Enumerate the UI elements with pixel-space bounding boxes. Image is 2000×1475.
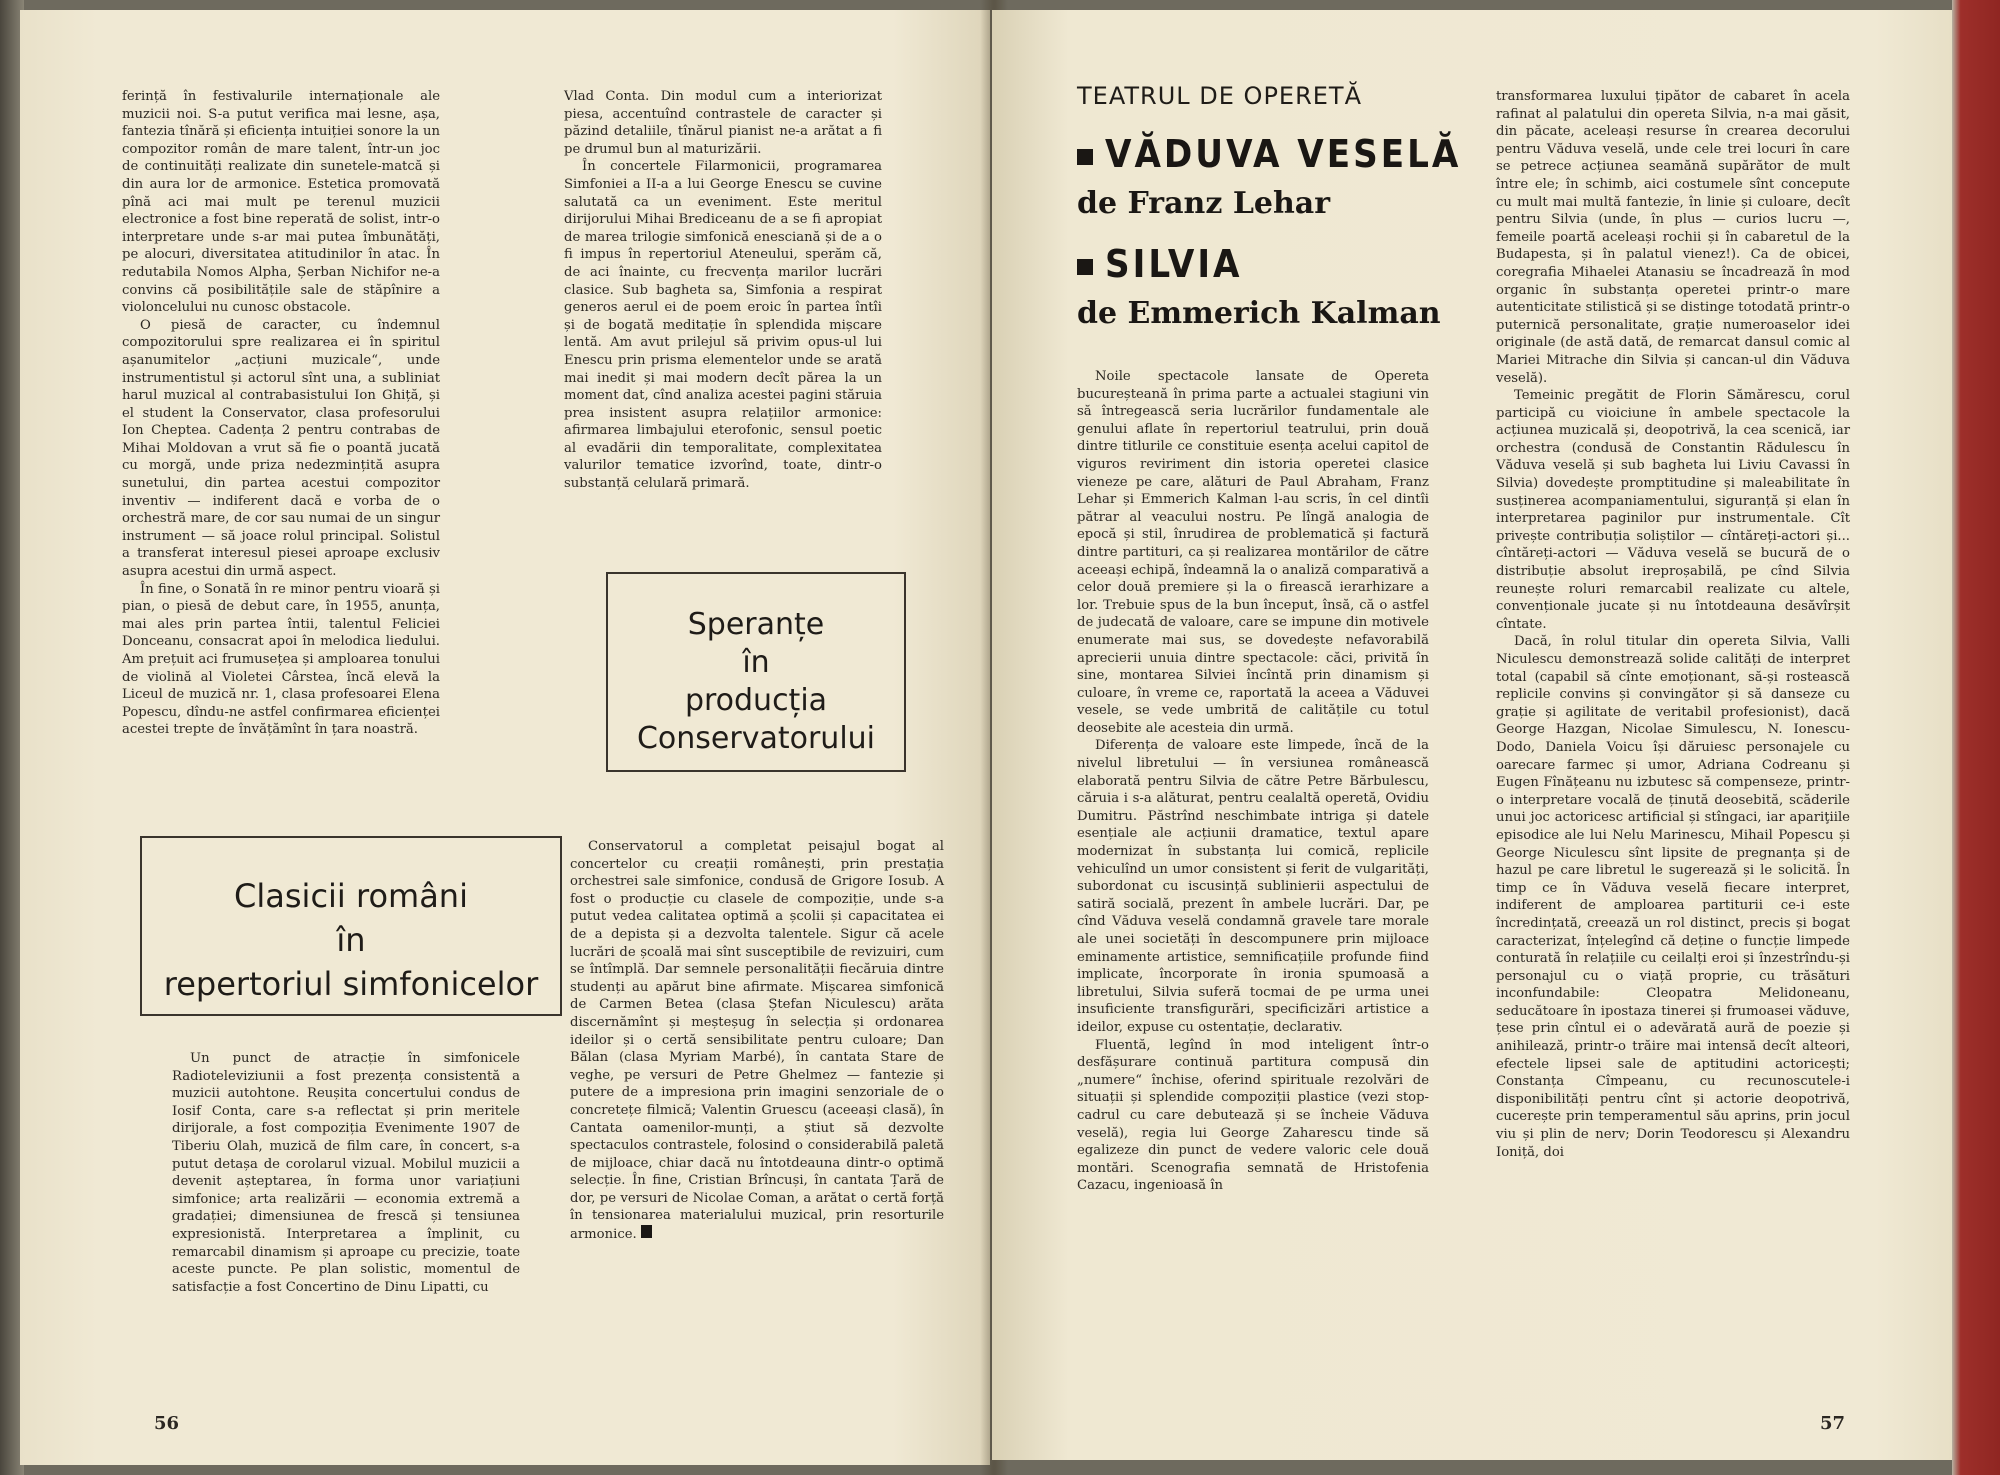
subheadline-kalman: de Emmerich Kalman [1077, 296, 1441, 331]
left-page [20, 10, 990, 1465]
paragraph: transformarea luxului țipător de cabaret în acela rafinat al palatului din opereta Silvia, n-a mai găsit, din păcate, aceleași resurse în crearea decorului pentru Văduva veselă, unde cele trei locuri în care se petrece acțiunea seamănă supărător de mult între ele; în schimb, aici costumele sînt concepute cu mult mai multă fantezie, în linie și culoare, decît pentru Silvia (unde, în plus — curios lucru —, femeile poartă aceleași rochii și în cabaretul de la Budapesta, și în palatul vienez!). Ca de obicei, coregrafia Mihaelei Atanasiu se încadrează în mod organic în substanța operetei printr-o mare autenticitate stilistică și se distinge totodată printr-o puternică personalitate, grație numeroaselor idei originale (de astă dată, de remarcat dansul comic al Mariei Mitrache din Silvia și cancan-ul din Văduva veselă). [1496, 89, 1850, 386]
right-page [992, 10, 1952, 1460]
box-title-line: repertoriul simfonicelor [163, 965, 539, 1003]
paragraph: Noile spectacole lansate de Opereta bucureșteană în prima parte a actualei stagiuni vin să întregească seria lucrărilor fundamentale ale genului aflate în repertoriul teatrului, prin două dintre titlurile ce constituie esența acelui capitol de viguros reviriment din istoria operetei clasice vieneze pe care, alături de Paul Abraham, Franz Lehar și Emmerich Kalman l-au scris, în cel dintîi pătrar al veacului nostru. Pe lîngă analogia de epocă și stil, înrudirea de problematică și factură dintre partituri, ca și realizarea montărilor de către aceeași echipă, îndeamnă la o analiză comparativă a celor două premiere și la o firească ierarhizare a lor. Trebuie spus de la bun început, însă, că o astfel de judecată de valoare, care se impune din motivele enumerate mai sus, se dovedește nefavorabilă aprecierii unuia dintre spectacole: căci, privită în sine, montarea Silviei încîntă prin dinamism și culoare, în vreme ce, raportată la aceea a Văduvei vesele, se vede umbrită de calitățile cu totul deosebite ale acesteia din urmă. [1077, 369, 1429, 736]
box-title-line: Clasicii români [234, 877, 468, 915]
section-title: TEATRUL DE OPERETĂ [1077, 82, 1362, 110]
paragraph: Dacă, în rolul titular din opereta Silvia, Valli Niculescu demonstrează solide calități de interpret total (capabil să cînte emoționant, să-și rostească replicile convins și convingător și să danseze cu grație și agilitate de veritabil profesionist), dacă George Hazgan, Nicolae Simulescu, N. Ionescu-Dodo, Daniela Voicu își dăruiesc personajele cu oarecare farmec și umor, Adriana Codreanu și Eugen Fînățeanu nu izbutesc să compenseze, printr-o interpretare vocală de ținută deosebită, scăderile unui joc actoricesc artificial și stîngaci, iar apariţiile episodice ale lui Nelu Marinescu, Mihail Popescu și George Niculescu sînt lipsite de pregnanța și de hazul pe care libretul le sugerează și le solicită. În timp ce în Văduva veselă fiecare interpret, indiferent de amploarea partiturii ce-i este încredințată, creează un rol distinct, precis și bogat caracterizat, înțelegînd că deține o funcție limpede conturată în relațiile cu ceilalți eroi și înzestrîndu-și personajul cu o viață proprie, cu trăsături inconfundabile: Cleopatra Melidoneanu, seducătoare în ipostaza tinerei și frumoasei văduve, țese prin cîntul ei o adevărată aură de poezie și anihilează, printr-o trăire mai intensă decît alteori, efectele lipsei sale de aptitudini actoricești; Constanța Cîmpeanu, cu recunoscutele-i disponibilități pentru cînt și actorie deopotrivă, cucerește prin temperamentul său aprins, prin jocul viu și plin de nerv; Dorin Teodorescu și Alexandru Ioniță, doi [1496, 634, 1850, 1160]
headline-text: VĂDUVA VESELĂ [1105, 132, 1462, 176]
box-title-line: în [336, 921, 366, 959]
box-title-line: Speranțe [687, 607, 825, 642]
book-cover-edge [1952, 0, 2000, 1475]
page-number: 56 [154, 1413, 180, 1434]
article-title-box-conservator [606, 572, 906, 772]
right-column-1 [1077, 368, 1429, 1195]
paragraph: În fine, o Sonată în re minor pentru vioară și pian, o piesă de debut care, în 1955, anunța, mai ales prin partea întii, talentul Feliciei Donceanu, consacrat apoi în melodica liedului. Am prețuit aci frumusețea și amploarea tonului de violină al Violetei Cârstea, încă elevă la Liceul de muzică nr. 1, clasa profesoarei Elena Popescu, dîndu-ne astfel confirmarea eficienței acestei trepte de învățămînt în țara noastră. [122, 581, 440, 738]
box-title-line: în [742, 645, 770, 680]
bullet-square-icon [1077, 149, 1093, 165]
box-title-line: Conservatorului [636, 721, 876, 756]
paragraph: Un punct de atracție în simfonicele Radioteleviziunii a fost prezența consistentă a muzicii autohtone. Reușita concertului condus de Iosif Conta, care s-a reflectat și prin meritele dirijorale, a fost compoziția Evenimente 1907 de Tiberiu Olah, muzică de film care, în concert, s-a putut detașa de corolarul vizual. Mobilul muzicii a devenit așteptarea, în forma unor variațiuni simfonice; arta realizării — economia extremă a gradației; dimensiunea de frescă și tensiunea expresionistă. Interpretarea a împlinit, cu remarcabil dinamism și aproape cu precizie, toate aceste puncte. Pe plan solistic, momentul de satisfacție a fost Concertino de Dinu Lipatti, cu [172, 1051, 520, 1295]
paragraph: În concertele Filarmonicii, programarea Simfoniei a II-a a lui George Enescu se cuvine salutată ca un eveniment. Este meritul dirijorului Mihai Brediceanu de a se fi apropiat de marea trilogie simfonică enesciană și de a o fi impus în repertoriul Ateneului, sperăm că, de aci înainte, cu frecvența marilor lucrări clasice. Sub bagheta sa, Simfonia a respirat generos aerul ei de poem eroic în partea întîi și de bogată meditație în splendida mișcare lentă. Am avut prilejul să privim opus-ul lui Enescu prin prisma elementelor unde se arată mai inedit și mai modern decît părea la un moment dat, cînd analiza acestei pagini stăruia prea insistent asupra relațiilor armonice: afirmarea limbajului eterofonic, sensul poetic al evadării din temporalitate, complexitatea valurilor tematice izvorînd, toate, dintr-o substanță celulară primară. [564, 159, 882, 492]
paragraph-text: Conservatorul a completat peisajul bogat al concertelor cu creații românești, prin prestația orchestrei sale simfonice, condusă de Grigore Iosub. A fost o producție cu clasele de compoziție, unde s-a putut vedea calitatea optimă a școlii și capacitatea ei de a depista și a dezvolta talentele. Sigur că acele lucrări de școală mai sînt susceptibile de revizuiri, cum se întîmplă. Dar semnele personalității fiecăruia dintre studenți au apărut bine afirmate. Mișcarea simfonică de Carmen Betea (clasa Ștefan Niculescu) arăta discernămînt și meșteșug în selecția și ordonarea ideilor și o certă sensibilitate pentru culoare; Dan Bălan (clasa Myriam Marbé), în cantata Stare de veghe, pe versuri de Petre Ghelmez — fantezie și putere de a impresiona prin imagini senzoriale de o concretețe filmică; Valentin Gruescu (aceeași clasă), în Cantata oamenilor-munți, a știut să dezvolte spectaculos contrastele, folosind o considerabilă paletă de mijloace, chiar dacă nu întotdeauna dintr-o optimă selecție. În fine, Cristian Brîncuși, în cantata Țară de dor, pe versuri de Nicolae Coman, a arătat o certă forță în tensionarea materialului muzical, prin resorturile armonice. [570, 839, 944, 1243]
end-mark-icon [641, 1225, 652, 1238]
headline-silvia [1077, 242, 1243, 286]
headline-vaduva [1077, 132, 1461, 176]
left-column-2-top [564, 88, 882, 493]
left-column-2-bottom [570, 838, 944, 1244]
paragraph: Fluentă, legînd în mod inteligent într-o desfășurare continuă partitura compusă din „numere“ închise, oferind spirituale rezolvări de situații și splendide compoziții plastice (vezi stop-cadrul cu care debutează și se încheie Văduva veselă), regia lui George Zaharescu tinde să egalizeze din punct de vedere valoric cele două montări. Scenografia semnată de Hristofenia Cazacu, ingenioasă în [1077, 1037, 1429, 1194]
headline-text: SILVIA [1105, 242, 1243, 286]
paragraph: Vlad Conta. Din modul cum a interiorizat piesa, accentuînd contrastele de caracter și păzind detaliile, tînărul pianist ne-a arătat a fi pe drumul bun al maturizării. [564, 89, 882, 157]
subheadline-lehar: de Franz Lehar [1077, 186, 1331, 221]
paragraph: O piesă de caracter, cu îndemnul compozitorului spre realizarea ei în spiritul așanumitelor „acțiuni muzicale“, unde instrumentistul și actorul sînt una, a subliniat harul muzical al contrabasistului Ion Ghiță, și el student la Conservator, clasa profesorului Ion Cheptea. Cadența 2 pentru contrabas de Mihai Moldovan a vrut să fie o poantă jucată cu morgă, unde priza nedezmințită asupra sunetului, din partea acestui compozitor inventiv — indiferent dacă e vorba de o orchestră mare, de cor sau numai de un singur instrument — să joace rolul principal. Solistul a transferat interesul piesei aproape exclusiv asupra acestui din urmă aspect. [122, 317, 440, 580]
left-column-1-bottom [172, 1050, 520, 1296]
paragraph: Diferența de valoare este limpede, încă de la nivelul libretului — în versiunea românească elaborată pentru Silvia de către Petre Bărbulescu, căruia i s-a alăturat, pentru cealaltă operetă, Ovidiu Dumitru. Păstrînd neschimbate intriga și datele esențiale ale acțiunii dramatice, textul apare modernizat în substanța lui comică, replicile vehiculînd un umor consistent și ferit de vulgarități, subordonat cu iscusință sublinierii aspectului de satiră socială, prezent în ambele lucrări. Dar, pe cînd Văduva veselă condamnă gravele tare morale ale unei societăți în descompunere prin mijloace eminamente artistice, semnificațiile profunde fiind implicate, încorporate în ironia spumoasă a libretului, Silvia suferă tocmai de pe urma unei insuficiente transfigurări, specificizări artistice a ideilor, expuse cu ostentație, declarativ. [1077, 738, 1429, 1035]
paragraph: ferință în festivalurile internaționale ale muzicii noi. S-a putut verifica mai lesne, așa, fantezia tînără și eficiența intuiției sonore la un compozitor român de mare talent, într-un joc de continuități realizate din sunetele-matcă și din aura lor de armonice. Estetica promovată pînă aci mai mult pe terenul muzicii electronice a fost bine reperată de solist, intr-o interpretare unde s-ar mai putea îmbunătăți, pe alocuri, diversitatea atitudinilor în atac. În redutabila Nomos Alpha, Șerban Nichifor ne-a convins că posibilitățile sale de stăpînire a violoncelului nu cunosc obstacole. [122, 89, 440, 316]
article-title-box-clasici [140, 836, 562, 1016]
box-title-line: producția [684, 683, 828, 718]
bullet-square-icon [1077, 259, 1093, 275]
right-column-2 [1496, 88, 1850, 1161]
page-number: 57 [1820, 1413, 1846, 1434]
left-column-1-top [122, 88, 440, 739]
paragraph: Temeinic pregătit de Florin Sămărescu, corul participă cu vioiciune în ambele spectacole la acțiunea muzicală și, deopotrivă, la cea scenică, iar orchestra (condusă de Constantin Rădulescu în Văduva veselă și sub bagheta lui Liviu Cavassi în Silvia) dovedește promptitudine și maleabilitate în susținerea acompaniamentului, siguranță și elan în interpretarea paginilor pur instrumentale. Cît privește contribuția soliștilor — cîntăreți-actori și... cîntăreți-actori — Văduva veselă se bucură de o distribuție absolut ireproșabilă, pe cînd Silvia reunește roluri remarcabil realizate cu altele, convenționale jucate și nu întotdeauna desăvîrșit cîntate. [1496, 388, 1850, 632]
paragraph [570, 838, 944, 1244]
